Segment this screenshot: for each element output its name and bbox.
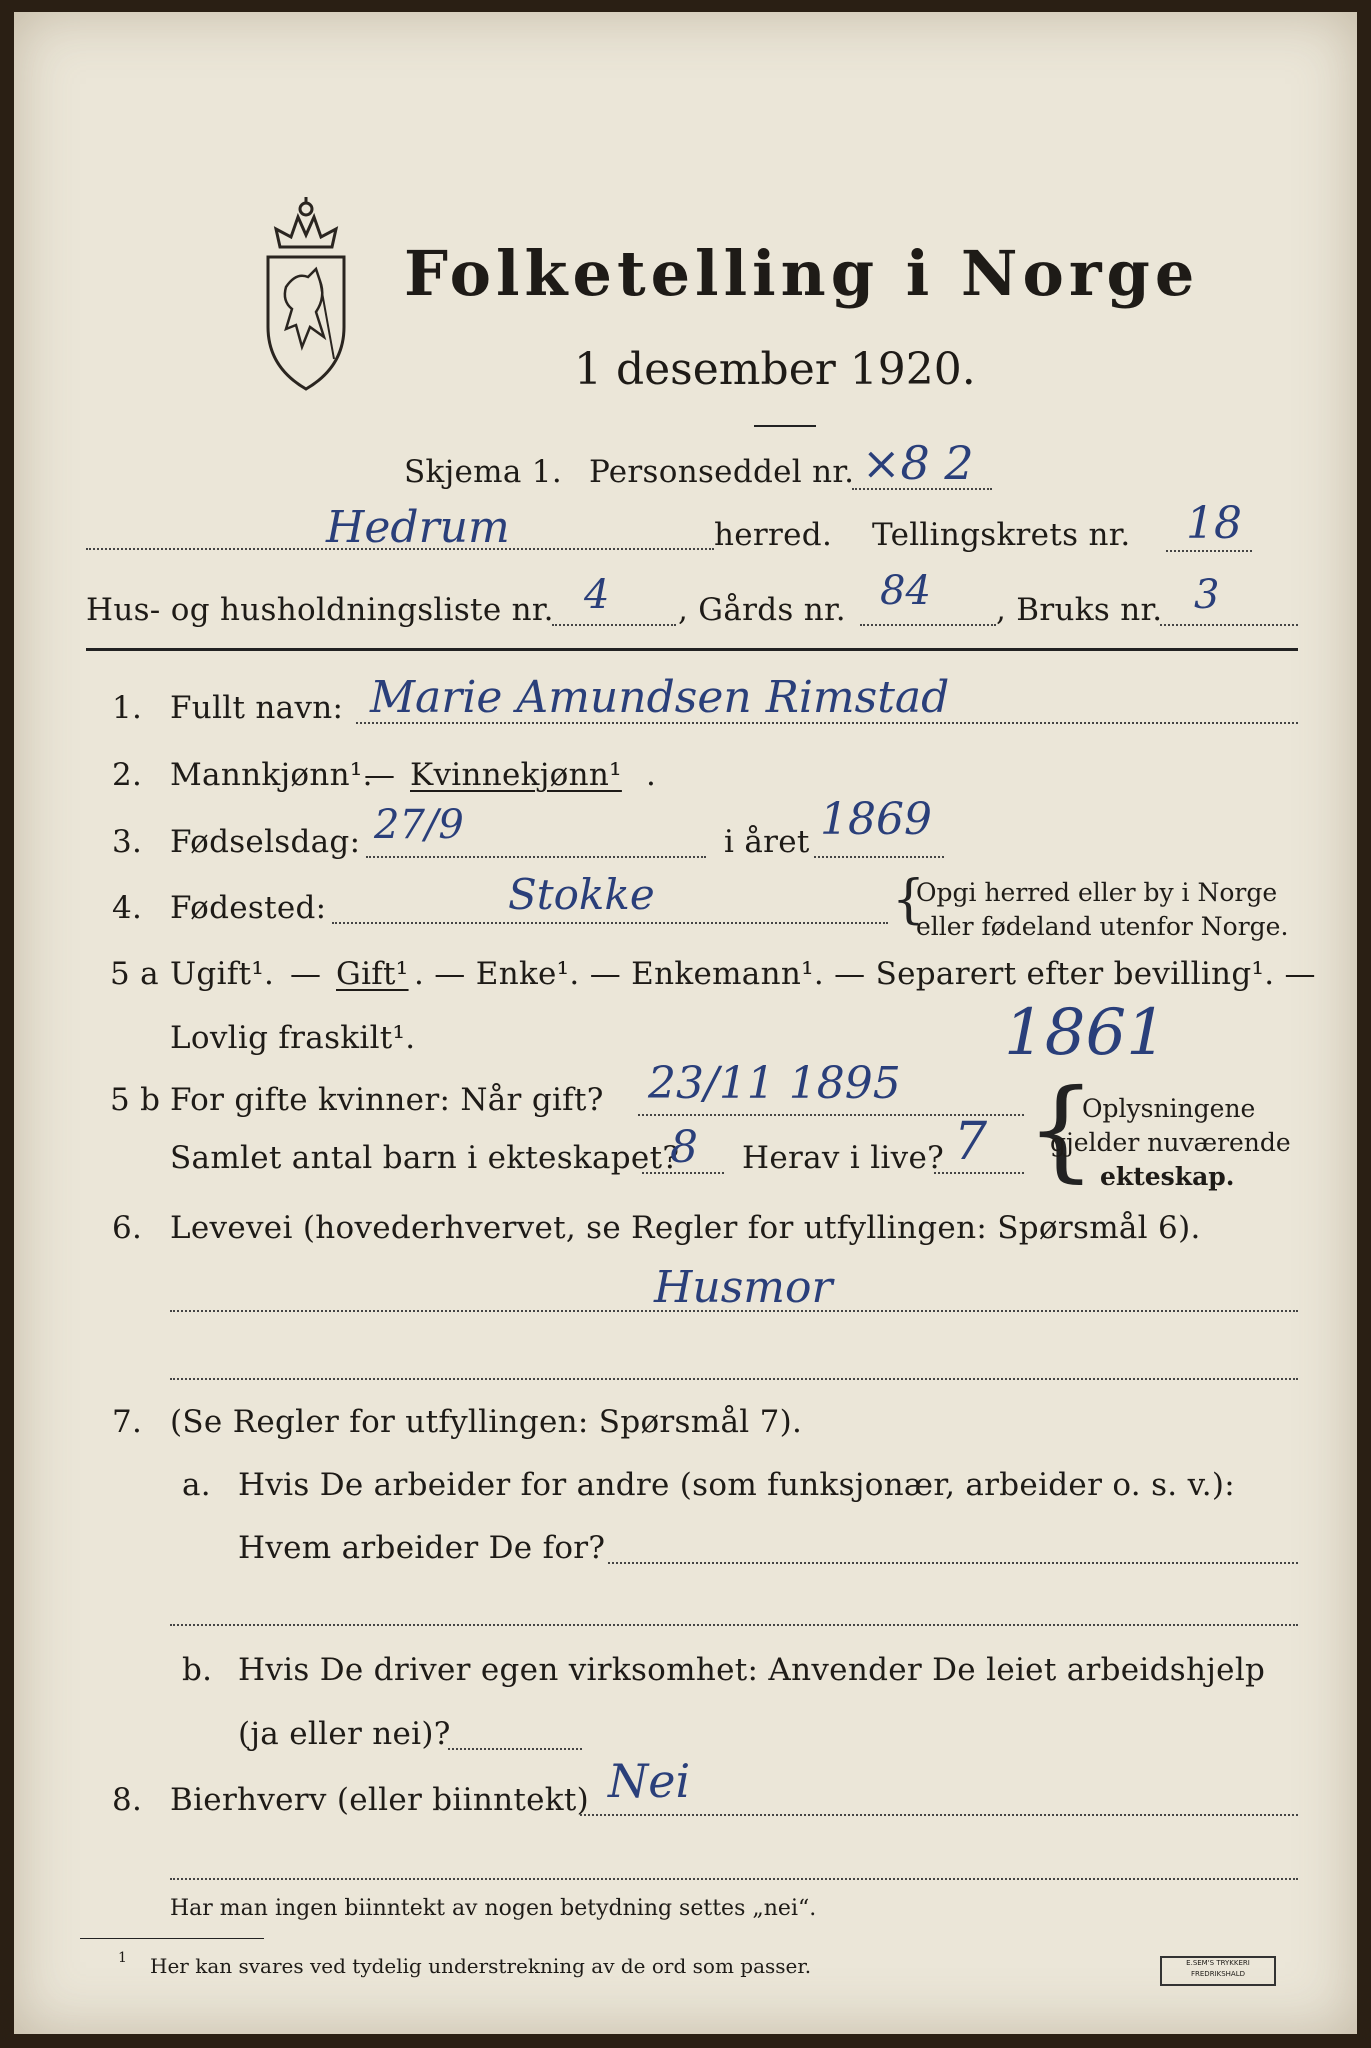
q8-label: Bierhverv (eller biinntekt) bbox=[170, 1782, 590, 1818]
q6-line-2 bbox=[170, 1378, 1298, 1380]
tellingskrets-line bbox=[1166, 550, 1252, 552]
children-count-value[interactable]: 8 bbox=[670, 1122, 698, 1173]
bruks-value[interactable]: 3 bbox=[1194, 572, 1220, 618]
birthplace-value[interactable]: Stokke bbox=[508, 870, 655, 919]
q4-brace: { bbox=[892, 870, 926, 930]
q7a-answer-line[interactable] bbox=[608, 1562, 1298, 1564]
q5b-number: 5 b bbox=[110, 1082, 161, 1118]
q5b-note-3: ekteskap. bbox=[1100, 1162, 1235, 1191]
marriage-date-value[interactable]: 23/11 1895 bbox=[648, 1058, 901, 1109]
gards-value[interactable]: 84 bbox=[880, 568, 931, 614]
q7-number: 7. bbox=[112, 1404, 143, 1440]
q5a-fraskilt-option[interactable]: Lovlig fraskilt¹. bbox=[170, 1020, 416, 1056]
q4-number: 4. bbox=[112, 890, 143, 926]
q4-label: Fødested: bbox=[170, 890, 327, 926]
tellingskrets-value[interactable]: 18 bbox=[1186, 498, 1242, 549]
printer-stamp-line-2: FREDRIKSHALD bbox=[1190, 1970, 1245, 1978]
title-divider bbox=[754, 425, 816, 427]
q2-male-option[interactable]: Mannkjønn¹. bbox=[170, 757, 373, 793]
q5b-note-2: gjelder nuværende bbox=[1050, 1128, 1291, 1157]
q6-label: Levevei (hovederhvervet, se Regler for utfyllingen: Spørsmål 6). bbox=[170, 1210, 1201, 1246]
q3-year-label: i året bbox=[724, 824, 810, 860]
q4-note-1: Opgi herred eller by i Norge bbox=[916, 878, 1278, 907]
q5a-dash: — bbox=[290, 956, 322, 992]
birth-year-value[interactable]: 1869 bbox=[820, 794, 932, 845]
gards-label: , Gårds nr. bbox=[678, 592, 846, 628]
q6-number: 6. bbox=[112, 1210, 143, 1246]
printer-stamp bbox=[1160, 1956, 1276, 1986]
q1-number: 1. bbox=[112, 690, 143, 726]
birthday-value[interactable]: 27/9 bbox=[374, 802, 464, 848]
husliste-value[interactable]: 4 bbox=[584, 572, 610, 618]
q8-line-2 bbox=[170, 1878, 1298, 1880]
q2-end: . bbox=[646, 757, 657, 793]
q7b-answer-line[interactable] bbox=[448, 1748, 582, 1750]
occupation-value[interactable]: Husmor bbox=[654, 1262, 833, 1313]
q7b-label: Hvis De driver egen virksomhet: Anvender De leiet arbeidshjelp bbox=[238, 1652, 1266, 1688]
q5b-label: For gifte kvinner: Når gift? bbox=[170, 1082, 604, 1118]
q5a-annotation[interactable]: 1861 bbox=[1004, 996, 1167, 1070]
q5b-note-1: Oplysningene bbox=[1082, 1094, 1256, 1123]
q8-line bbox=[580, 1814, 1298, 1816]
page-title: Folketelling i Norge bbox=[404, 237, 1200, 310]
q5a-number: 5 a bbox=[110, 956, 159, 992]
footnote-rule bbox=[80, 1938, 264, 1939]
q6-line-1 bbox=[170, 1310, 1298, 1312]
q7a-label: Hvis De arbeider for andre (som funksjonær, arbeider o. s. v.): bbox=[238, 1467, 1236, 1503]
norwegian-coat-of-arms-icon bbox=[246, 177, 366, 397]
census-form-sheet bbox=[14, 12, 1357, 2034]
q5b-brace: { bbox=[1026, 1065, 1096, 1193]
footnote-mark: 1 bbox=[118, 1950, 127, 1966]
husliste-line bbox=[552, 624, 676, 626]
census-date: 1 desember 1920. bbox=[574, 344, 976, 395]
q7a-line2-label: Hvem arbeider De for? bbox=[238, 1530, 606, 1566]
q3-label: Fødselsdag: bbox=[170, 824, 361, 860]
footer-note: Har man ingen biinntekt av nogen betydning settes „nei“. bbox=[170, 1896, 817, 1921]
herred-value[interactable]: Hedrum bbox=[326, 502, 510, 553]
children-alive-value[interactable]: 7 bbox=[954, 1112, 988, 1172]
q7a-letter: a. bbox=[182, 1467, 211, 1503]
husliste-label: Hus- og husholdningsliste nr. bbox=[86, 592, 554, 628]
personseddel-label: Personseddel nr. bbox=[589, 454, 855, 490]
schema-label: Skjema 1. bbox=[404, 454, 562, 490]
q5b-alive-line bbox=[934, 1172, 1024, 1174]
q7b-letter: b. bbox=[182, 1652, 213, 1688]
q1-label: Fullt navn: bbox=[170, 690, 344, 726]
q5b-children-label: Samlet antal barn i ekteskapet? bbox=[170, 1140, 680, 1176]
herred-label: herred. bbox=[714, 517, 833, 553]
q3-number: 3. bbox=[112, 824, 143, 860]
q5a-gift-option[interactable]: Gift¹ bbox=[336, 956, 409, 992]
q7b-line2-label: (ja eller nei)? bbox=[238, 1716, 451, 1752]
q7-label: (Se Regler for utfyllingen: Spørsmål 7). bbox=[170, 1404, 803, 1440]
q5a-other-options[interactable]: . — Enke¹. — Enkemann¹. — Separert efter bevilling¹. — bbox=[414, 956, 1316, 992]
q2-dash: — bbox=[364, 757, 396, 793]
q5b-alive-label: Herav i live? bbox=[742, 1140, 945, 1176]
q4-line bbox=[332, 922, 888, 924]
full-name-value[interactable]: Marie Amundsen Rimstad bbox=[370, 672, 950, 723]
footnote-text: Her kan svares ved tydelig understrekning av de ord som passer. bbox=[150, 1954, 812, 1978]
gards-line bbox=[860, 624, 996, 626]
header-separator bbox=[86, 648, 1298, 651]
q7a-answer-line-2[interactable] bbox=[170, 1624, 1298, 1626]
tellingskrets-label: Tellingskrets nr. bbox=[872, 517, 1131, 553]
q3-birthday-line bbox=[366, 856, 706, 858]
q8-number: 8. bbox=[112, 1782, 143, 1818]
q2-number: 2. bbox=[112, 757, 143, 793]
q5a-ugift-option[interactable]: Ugift¹. bbox=[170, 956, 275, 992]
personseddel-value[interactable]: ×8 2 bbox=[862, 436, 974, 490]
printer-stamp-line-1: E.SEM'S TRYKKERI bbox=[1186, 1959, 1250, 1967]
q4-note-2: eller fødeland utenfor Norge. bbox=[916, 912, 1289, 941]
bruks-line bbox=[1160, 624, 1298, 626]
side-income-value[interactable]: Nei bbox=[608, 1754, 691, 1808]
q2-female-option[interactable]: Kvinnekjønn¹ bbox=[410, 757, 622, 793]
q3-year-line bbox=[814, 856, 944, 858]
bruks-label: , Bruks nr. bbox=[996, 592, 1163, 628]
